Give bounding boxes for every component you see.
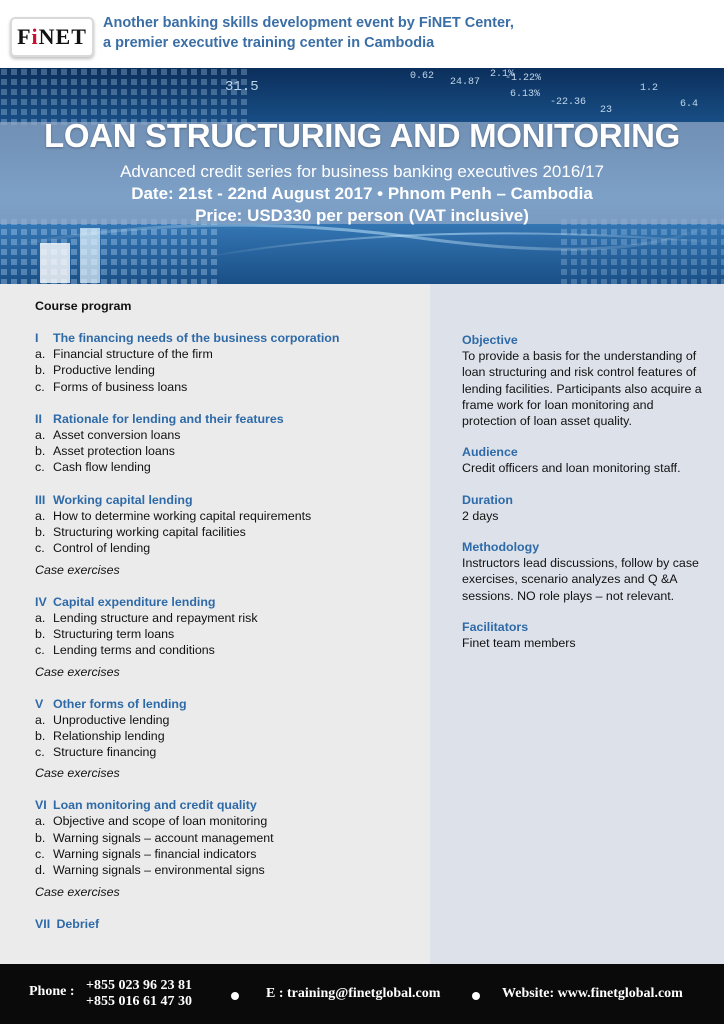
list-item — [35, 846, 425, 862]
section-title — [35, 330, 425, 346]
ticker-number: 1.2 — [640, 83, 659, 94]
logo-letter-f: F — [17, 24, 32, 49]
case-exercises-label: Case exercises — [35, 664, 120, 679]
ticker-number: 24.87 — [450, 77, 481, 88]
program-section — [35, 696, 425, 782]
item-text: Cash flow lending — [53, 460, 151, 475]
section-title-text: Loan monitoring and credit quality — [53, 798, 257, 813]
footer-contact-bar — [0, 964, 724, 1024]
detail-text: 2 days — [462, 508, 499, 523]
list-item — [35, 642, 425, 658]
item-letter: c. — [35, 643, 45, 658]
item-letter: a. — [35, 814, 46, 829]
tagline-line-2: a premier executive training center in Cambodia — [103, 35, 435, 51]
ticker-number: 6.4 — [680, 99, 699, 110]
detail-block-objective — [462, 332, 702, 429]
phone-label: Phone : — [29, 984, 75, 999]
item-letter: b. — [35, 363, 46, 378]
event-date: Date: 21st - 22nd August 2017 • Phnom Penh – Cambodia — [131, 184, 593, 203]
ticker-number: 6.13% — [510, 89, 541, 100]
program-section — [35, 492, 425, 578]
item-letter: d. — [35, 863, 46, 878]
item-text: Structure financing — [53, 745, 157, 760]
item-text: Structuring term loans — [53, 626, 175, 641]
section-title — [35, 411, 425, 427]
list-item — [35, 610, 425, 626]
list-item — [35, 728, 425, 744]
list-item — [35, 862, 425, 878]
detail-heading: Methodology — [462, 540, 540, 555]
event-price: Price: USD330 per person (VAT inclusive) — [195, 206, 529, 225]
item-text: Asset conversion loans — [53, 427, 181, 442]
item-text: Productive lending — [53, 363, 155, 378]
email-link[interactable]: E : training@finetglobal.com — [266, 986, 441, 1001]
item-letter: b. — [35, 444, 46, 459]
item-letter: c. — [35, 541, 45, 556]
detail-heading: Objective — [462, 333, 518, 347]
item-text: Lending structure and repayment risk — [53, 610, 258, 625]
item-letter: a. — [35, 508, 46, 523]
event-title: LOAN STRUCTURING AND MONITORING — [43, 117, 680, 154]
program-section — [35, 411, 425, 476]
list-item — [35, 744, 425, 760]
ticker-number: 31.5 — [225, 79, 259, 95]
course-program — [35, 298, 425, 948]
list-item — [35, 427, 425, 443]
logo-letter-i: i — [31, 24, 39, 49]
detail-block-duration — [462, 492, 702, 524]
case-exercises-label: Case exercises — [35, 562, 120, 577]
section-title-text: Debrief — [56, 916, 100, 931]
program-section — [35, 797, 425, 899]
list-item — [35, 443, 425, 459]
section-title — [35, 492, 425, 508]
detail-text: To provide a basis for the understanding of loan structuring and risk control features of lending facilities. Participants also acquire a frame work for loan monitoring and protection of loan asset quality. — [462, 349, 702, 429]
item-text: Control of lending — [53, 541, 151, 556]
detail-heading: Audience — [462, 445, 518, 460]
item-letter: c. — [35, 460, 45, 475]
ticker-number: 2.1% — [490, 69, 515, 80]
item-letter: a. — [35, 347, 46, 361]
section-title-text: Other forms of lending — [53, 696, 187, 711]
header-strip — [0, 0, 724, 68]
ticker-number: 0.62 — [410, 71, 435, 82]
list-item — [35, 524, 425, 540]
item-letter: b. — [35, 626, 46, 641]
phone-number-2[interactable]: +855 016 61 47 30 — [86, 994, 192, 1009]
item-letter: b. — [35, 525, 46, 540]
phone-number-1[interactable]: +855 023 96 23 81 — [86, 978, 192, 993]
section-title — [35, 916, 425, 932]
bullet-separator-icon — [231, 992, 239, 1000]
program-section — [35, 594, 425, 680]
item-text: Structuring working capital facilities — [53, 525, 246, 540]
list-item — [35, 830, 425, 846]
ticker-number: -22.36 — [550, 97, 587, 108]
section-title — [35, 797, 425, 813]
section-number: II — [35, 411, 42, 426]
list-item — [35, 379, 425, 395]
detail-heading: Facilitators — [462, 619, 529, 634]
item-text: How to determine working capital requirements — [53, 508, 312, 523]
program-section — [35, 916, 425, 932]
detail-block-facilitators — [462, 619, 702, 651]
phone-numbers — [86, 978, 192, 1010]
detail-block-audience — [462, 444, 702, 476]
section-title — [35, 696, 425, 712]
list-item — [35, 362, 425, 378]
detail-text: Credit officers and loan monitoring staff. — [462, 461, 681, 476]
item-letter: c. — [35, 379, 45, 394]
item-letter: b. — [35, 728, 46, 743]
section-number: VI — [35, 798, 47, 813]
section-title-text: Working capital lending — [53, 492, 193, 507]
item-text: Objective and scope of loan monitoring — [53, 814, 268, 829]
item-letter: a. — [35, 610, 46, 625]
list-item — [35, 459, 425, 475]
item-text: Financial structure of the firm — [53, 347, 213, 361]
section-title-text: The financing needs of the business corporation — [53, 331, 340, 345]
detail-text: Finet team members — [462, 635, 576, 650]
tagline-line-1: Another banking skills development event by FiNET Center, — [103, 15, 514, 31]
section-number: VII — [35, 916, 51, 931]
section-number: III — [35, 492, 46, 507]
case-exercises-label: Case exercises — [35, 884, 120, 899]
detail-heading: Duration — [462, 492, 513, 507]
event-subtitle: Advanced credit series for business banking executives 2016/17 — [120, 162, 604, 181]
item-letter: b. — [35, 830, 46, 845]
list-item — [35, 626, 425, 642]
item-text: Unproductive lending — [53, 712, 170, 727]
ticker-number: 23 — [600, 105, 613, 116]
course-program-heading: Course program — [35, 299, 132, 313]
section-number: IV — [35, 594, 47, 609]
item-text: Relationship lending — [53, 728, 165, 743]
ticker-number: -1.22% — [505, 73, 542, 84]
item-text: Warning signals – account management — [53, 830, 274, 845]
course-details — [462, 332, 702, 666]
bullet-separator-icon — [472, 992, 480, 1000]
website-link[interactable]: Website: www.finetglobal.com — [502, 986, 683, 1001]
section-title — [35, 594, 425, 610]
detail-block-methodology — [462, 539, 702, 604]
section-title-text: Capital expenditure lending — [53, 594, 216, 609]
item-text: Forms of business loans — [53, 379, 188, 394]
item-letter: c. — [35, 847, 45, 862]
program-section — [35, 330, 425, 395]
item-letter: c. — [35, 745, 45, 760]
logo-letters-net: NET — [38, 24, 87, 49]
list-item — [35, 508, 425, 524]
list-item — [35, 712, 425, 728]
detail-text: Instructors lead discussions, follow by case exercises, scenario analyzes and Q &A sessions. NO role plays – not relevant. — [462, 556, 699, 603]
item-letter: a. — [35, 712, 46, 727]
section-title-text: Rationale for lending and their features — [53, 411, 284, 426]
finet-logo — [10, 17, 94, 57]
item-text: Asset protection loans — [53, 444, 175, 459]
item-text: Warning signals – financial indicators — [53, 847, 257, 862]
list-item — [35, 540, 425, 556]
tagline — [103, 13, 514, 53]
list-item — [35, 346, 425, 362]
list-item — [35, 813, 425, 829]
item-letter: a. — [35, 427, 46, 442]
section-number: V — [35, 696, 44, 711]
item-text: Lending terms and conditions — [53, 643, 215, 658]
case-exercises-label: Case exercises — [35, 766, 120, 781]
section-number: I — [35, 331, 39, 345]
item-text: Warning signals – environmental signs — [53, 863, 265, 878]
